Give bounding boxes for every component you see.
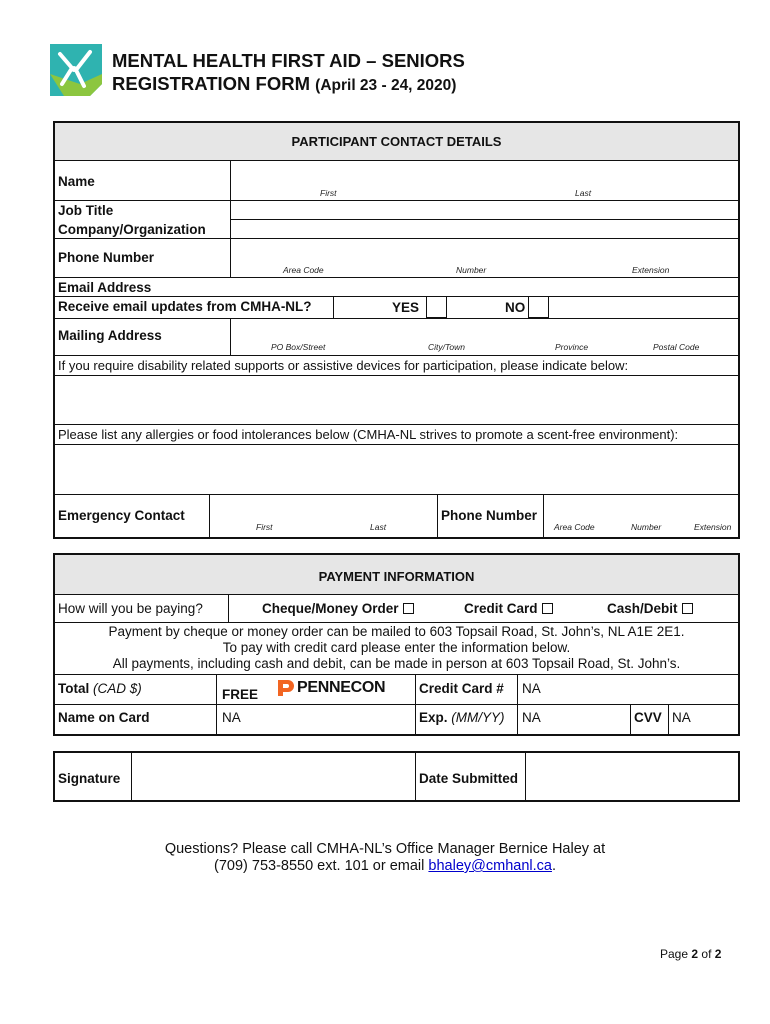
emergency-area-hint: Area Code <box>554 522 595 532</box>
updates-label: Receive email updates from CMHA-NL? <box>58 299 312 314</box>
cvv-input[interactable]: NA <box>672 710 691 725</box>
payment-note-2: To pay with credit card please enter the information below. <box>222 640 571 655</box>
payment-note-1: Payment by cheque or money order can be mailed to 603 Topsail Road, St. John’s, NL A1E 2E1. <box>108 624 685 639</box>
footer-question-2 <box>55 858 715 874</box>
cheque-checkbox[interactable] <box>403 603 414 614</box>
mail-province-hint: Province <box>555 342 589 352</box>
disability-input[interactable] <box>56 377 737 423</box>
footer-question-1: Questions? Please call CMHA-NL’s Office Manager Bernice Haley at <box>164 841 606 857</box>
total-label <box>58 681 142 696</box>
phone-area-hint: Area Code <box>283 265 324 275</box>
title-date: (April 23 - 24, 2020) <box>315 77 457 94</box>
title-line-1: MENTAL HEALTH FIRST AID – SENIORS <box>112 50 465 71</box>
allergy-input[interactable] <box>56 446 737 493</box>
credit-checkbox[interactable] <box>542 603 553 614</box>
cash-checkbox[interactable] <box>682 603 693 614</box>
total-value: FREE <box>222 687 259 702</box>
option-cheque-label: Cheque/Money Order <box>262 601 399 616</box>
pennecon-logo-text: PENNECON <box>297 679 386 696</box>
company-input[interactable] <box>232 220 737 237</box>
title-line-2 <box>112 72 465 97</box>
mail-city-hint: City/Town <box>428 342 466 352</box>
emergency-name-input[interactable] <box>211 496 436 537</box>
total-label-text: Total <box>58 681 90 696</box>
page-number <box>660 947 721 961</box>
name-on-card-label: Name on Card <box>58 710 150 725</box>
phone-number-hint: Number <box>456 265 487 275</box>
page-current: 2 <box>691 947 699 961</box>
no-checkbox[interactable] <box>528 296 549 318</box>
page-of: of <box>701 947 712 961</box>
name-last-hint: Last <box>575 188 592 198</box>
how-paying-label: How will you be paying? <box>58 601 203 616</box>
job-title-label: Job Title <box>58 203 114 218</box>
phone-ext-hint: Extension <box>632 265 670 275</box>
company-label: Company/Organization <box>58 222 206 237</box>
contact-section-title: PARTICIPANT CONTACT DETAILS <box>291 134 502 149</box>
emergency-ext-hint: Extension <box>694 522 732 532</box>
emergency-number-hint: Number <box>631 522 662 532</box>
mail-po-hint: PO Box/Street <box>271 342 326 352</box>
yes-label: YES <box>392 300 420 315</box>
page-prefix: Page <box>660 947 689 961</box>
email-input[interactable] <box>232 278 737 295</box>
title-text: REGISTRATION FORM <box>112 73 311 94</box>
name-last-input[interactable] <box>482 162 737 198</box>
mail-postal-hint: Postal Code <box>653 342 700 352</box>
payment-note-3: All payments, including cash and debit, can be made in person at 603 Topsail Road, St. John’s. <box>112 656 681 671</box>
signature-label: Signature <box>58 771 121 786</box>
option-cheque[interactable] <box>262 601 414 616</box>
pennecon-logo <box>275 678 385 698</box>
exp-label-text: Exp. <box>419 710 448 725</box>
option-cash-label: Cash/Debit <box>607 601 678 616</box>
allergy-prompt: Please list any allergies or food intolerances below (CMHA-NL strives to promote a scent-free environment): <box>58 427 679 442</box>
name-label: Name <box>58 174 95 189</box>
job-title-input[interactable] <box>232 201 737 218</box>
emergency-contact-label: Emergency Contact <box>58 508 185 523</box>
disability-prompt: If you require disability related supports or assistive devices for participation, please indicate below: <box>58 358 629 373</box>
email-label: Email Address <box>58 280 152 295</box>
mailing-label: Mailing Address <box>58 328 162 343</box>
option-credit[interactable] <box>464 601 553 616</box>
date-submitted-label: Date Submitted <box>419 771 519 786</box>
total-unit: (CAD $) <box>93 681 142 696</box>
footer-period: . <box>551 858 556 874</box>
exp-format: (MM/YY) <box>451 710 505 725</box>
credit-card-label: Credit Card # <box>419 681 504 696</box>
payment-section-title: PAYMENT INFORMATION <box>318 569 475 584</box>
cmha-logo-icon <box>50 44 102 96</box>
pennecon-logo-icon <box>275 678 295 698</box>
option-credit-label: Credit Card <box>464 601 538 616</box>
name-first-input[interactable] <box>232 162 482 198</box>
yes-checkbox[interactable] <box>426 296 447 318</box>
email-link[interactable]: bhaley@cmhanl.ca <box>428 858 552 874</box>
emergency-last-hint: Last <box>370 522 387 532</box>
emergency-first-hint: First <box>256 522 273 532</box>
option-cash[interactable] <box>607 601 693 616</box>
footer-phone-text: (709) 753-8550 ext. 101 or email <box>214 858 425 874</box>
name-on-card-input[interactable]: NA <box>222 710 241 725</box>
signature-input[interactable] <box>133 753 414 800</box>
phone-label: Phone Number <box>58 250 155 265</box>
form-title <box>112 49 465 97</box>
cvv-label: CVV <box>634 710 662 725</box>
name-first-hint: First <box>320 188 337 198</box>
date-submitted-input[interactable] <box>527 753 738 800</box>
exp-input[interactable]: NA <box>522 710 541 725</box>
exp-label <box>419 710 505 725</box>
credit-card-input[interactable]: NA <box>522 681 541 696</box>
no-label: NO <box>505 300 526 315</box>
emergency-phone-label: Phone Number <box>441 508 538 523</box>
page-total: 2 <box>714 947 722 961</box>
